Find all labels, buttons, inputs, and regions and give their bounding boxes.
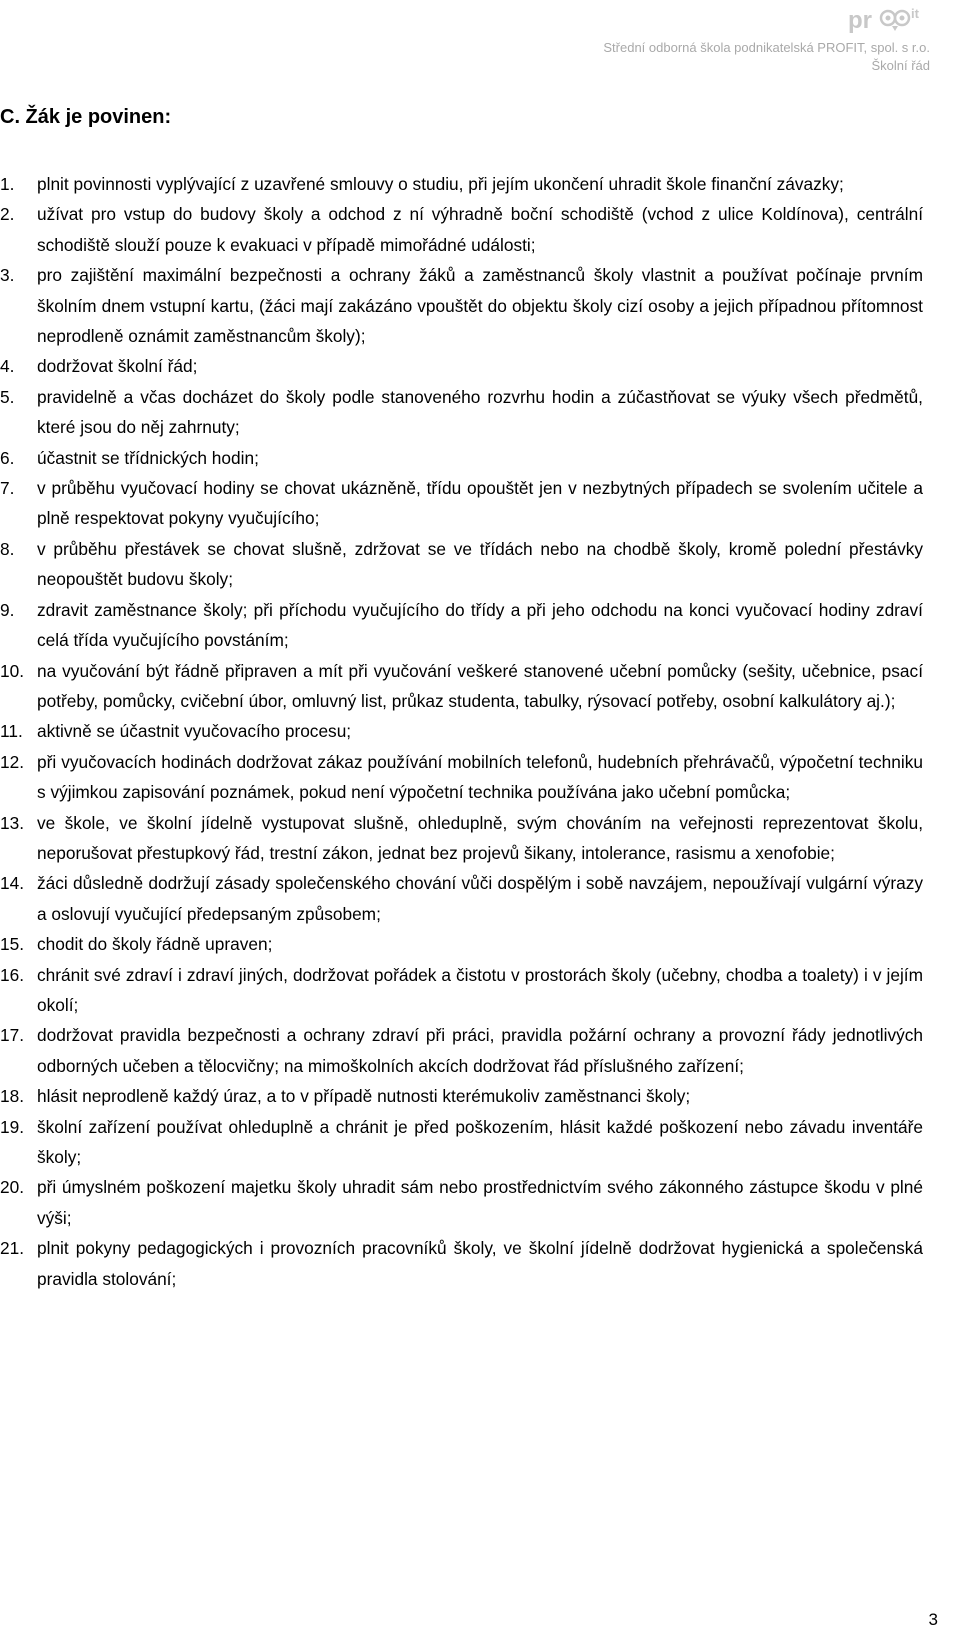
list-item-number: 12. <box>0 751 25 772</box>
list-item-number: 5. <box>0 386 15 407</box>
list-item-number: 6. <box>0 447 15 468</box>
list-item-number: 13. <box>0 812 25 833</box>
list-item <box>0 1172 923 1233</box>
list-item <box>0 1081 923 1111</box>
list-item <box>0 382 923 443</box>
list-item-text: pravidelně a včas docházet do školy podle stanoveného rozvrhu hodin a zúčastňovat se výuky všech předmětů, které jsou do něj zahrnuty; <box>37 386 923 438</box>
list-item-text: na vyučování být řádně připraven a mít při vyučování veškeré stanovené učební pomůcky (sešity, učebnice, psací potřeby, pomůcky, cvičební úbor, omluvný list, průkaz studenta, tabulky, rýsovací potřeby, osobní kalkulátory aj.); <box>37 660 923 711</box>
list-item <box>0 656 923 717</box>
list-item-text: plnit povinnosti vyplývající z uzavřené smlouvy o studiu, při jejím ukončení uhradit škole finanční závazky; <box>37 174 844 194</box>
list-item-number: 11. <box>0 721 23 742</box>
list-item-number: 10. <box>0 660 25 681</box>
list-item-number: 9. <box>0 599 15 620</box>
document-name: Školní řád <box>871 58 930 73</box>
list-item <box>0 929 923 959</box>
list-item-text: ve škole, ve školní jídelně vystupovat slušně, ohleduplně, svým chováním na veřejnosti reprezentovat školu, neporušovat přestupkový řád, trestní zákon, jednat bez projevů šikany, intolerance, rasismu a xenofobie; <box>37 812 923 863</box>
list-item-number: 4. <box>0 356 15 377</box>
list-item-number: 2. <box>0 204 15 225</box>
list-item-text: užívat pro vstup do budovy školy a odchod z ní výhradně boční schodiště (vchod z ulice Koldínova), centrální schodiště slouží pouze k evakuaci v případě mimořádné události; <box>37 204 923 255</box>
list-item-text: při vyučovacích hodinách dodržovat zákaz používání mobilních telefonů, hudebních přehrávačů, výpočetní techniku s výjimkou zapisování poznámek, pokud není výpočetní technika používána jako učební pomůcka; <box>37 751 923 803</box>
list-item-number: 17. <box>0 1025 25 1046</box>
list-item-text: plnit pokyny pedagogických i provozních pracovníků školy, ve školní jídelně dodržovat hygienická a společenská pravidla stolování; <box>37 1238 923 1289</box>
profit-logo <box>848 4 930 34</box>
list-item <box>0 473 923 534</box>
list-item-number: 7. <box>0 478 15 499</box>
list-item-text: účastnit se třídnických hodin; <box>37 447 259 468</box>
list-item-text: dodržovat školní řád; <box>37 356 198 377</box>
list-item-number: 21. <box>0 1238 25 1259</box>
list-item-number: 18. <box>0 1086 25 1107</box>
list-item <box>0 1112 923 1173</box>
list-item-number: 16. <box>0 964 25 985</box>
svg-text:pr: pr <box>848 7 872 34</box>
owl-logo-icon <box>848 4 930 34</box>
list-item-text: chránit své zdraví i zdraví jiných, dodržovat pořádek a čistotu v prostorách školy (učebny, chodba a toalety) i v jejím okolí; <box>37 964 923 1015</box>
list-item-number: 1. <box>0 174 15 194</box>
list-item <box>0 960 923 1021</box>
list-item <box>0 1020 923 1081</box>
list-item <box>0 443 923 473</box>
list-item <box>0 351 923 381</box>
rules-list <box>0 169 923 1294</box>
list-item <box>0 747 923 808</box>
list-item-text: hlásit neprodleně každý úraz, a to v případě nutnosti kterémukoliv zaměstnanci školy; <box>37 1086 691 1107</box>
school-name: Střední odborná škola podnikatelská PROFIT, spol. s r.o. <box>603 40 930 55</box>
list-item-text: zdravit zaměstnance školy; při příchodu vyučujícího do třídy a při jeho odchodu na konci vyučovací hodiny zdraví celá třída vyučujícího povstáním; <box>37 599 923 651</box>
list-item-text: žáci důsledně dodržují zásady společenského chování vůči dospělým i sobě navzájem, nepoužívají vulgární výrazy a oslovují vyučující předepsaným způsobem; <box>37 873 923 924</box>
list-item-number: 8. <box>0 538 15 559</box>
list-item-number: 14. <box>0 873 25 894</box>
list-item-number: 15. <box>0 934 25 955</box>
list-item-number: 20. <box>0 1177 25 1198</box>
list-item <box>0 1233 923 1294</box>
list-item-text: aktivně se účastnit vyučovacího procesu; <box>37 721 352 742</box>
list-item <box>0 808 923 869</box>
list-item-text: školní zařízení používat ohleduplně a chránit je před poškozením, hlásit každé poškození nebo závadu inventáře školy; <box>37 1116 923 1167</box>
list-item <box>0 199 923 260</box>
list-item <box>0 595 923 656</box>
page-number: 3 <box>928 1610 938 1629</box>
list-item <box>0 169 923 199</box>
list-item-text: pro zajištění maximální bezpečnosti a ochrany žáků a zaměstnanců školy vlastnit a používat počínaje prvním školním dnem vstupní kartu, (žáci mají zakázáno vpouštět do objektu školy cizí osoby a jejich případnou přítomnost neprodleně oznámit zaměstnancům školy); <box>37 265 923 347</box>
list-item <box>0 868 923 929</box>
list-item <box>0 260 923 351</box>
list-item-text: chodit do školy řádně upraven; <box>37 934 273 955</box>
page-header <box>510 0 930 73</box>
list-item-text: v průběhu vyučovací hodiny se chovat ukázněně, třídu opouštět jen v nezbytných případech se svolením učitele a plně respektovat pokyny vyučujícího; <box>37 478 923 529</box>
section-heading: C. Žák je povinen: <box>0 106 172 128</box>
list-item-text: při úmyslném poškození majetku školy uhradit sám nebo prostřednictvím svého zákonného zástupce škodu v plné výši; <box>37 1177 923 1228</box>
list-item-text: dodržovat pravidla bezpečnosti a ochrany zdraví při práci, pravidla požární ochrany a provozní řády jednotlivých odborných učeben a tělocvičny; na mimoškolních akcích dodržovat řád příslušného zařízení; <box>37 1025 923 1076</box>
list-item <box>0 716 923 746</box>
list-item-text: v průběhu přestávek se chovat slušně, zdržovat se ve třídách nebo na chodbě školy, kromě polední přestávky neopouštět budovu školy; <box>37 538 923 590</box>
list-item-number: 19. <box>0 1116 25 1137</box>
svg-text:it: it <box>911 6 919 21</box>
list-item <box>0 534 923 595</box>
list-item-number: 3. <box>0 265 15 286</box>
